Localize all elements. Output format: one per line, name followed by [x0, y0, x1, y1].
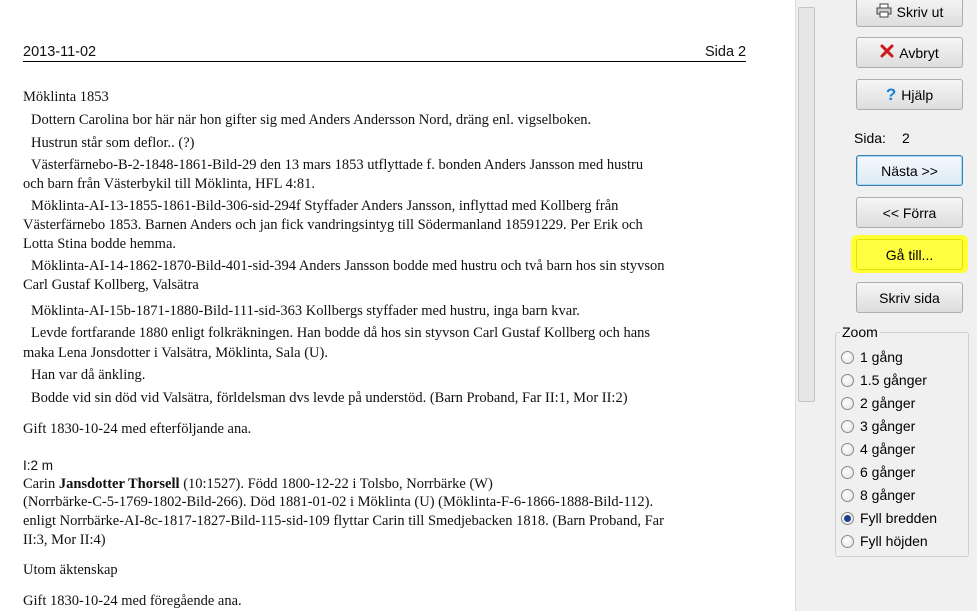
next-button[interactable] [856, 155, 963, 186]
paragraph-line: Carl Gustaf Kollberg, Valsätra [23, 277, 199, 293]
radio-icon[interactable] [841, 374, 854, 387]
zoom-option[interactable] [841, 370, 927, 390]
zoom-option-label: 1.5 gånger [860, 372, 927, 388]
paragraph-line: och barn från Västerbykil till Möklinta, HFL 4:81. [23, 176, 315, 192]
radio-icon[interactable] [841, 443, 854, 456]
goto-label: Gå till... [885, 246, 934, 263]
extramarital-heading: Utom äktenskap [23, 562, 118, 578]
zoom-option[interactable] [841, 462, 915, 482]
paragraph-line: Möklinta-AI-15b-1871-1880-Bild-111-sid-363 Kollbergs styffader med hustru, inga barn kvar. [31, 303, 580, 319]
radio-selected-icon[interactable] [841, 512, 854, 525]
zoom-option[interactable] [841, 531, 928, 551]
zoom-option-label: 1 gång [860, 349, 903, 365]
radio-icon[interactable] [841, 489, 854, 502]
header-page-label: Sida 2 [705, 44, 747, 60]
marriage-line: Gift 1830-10-24 med efterföljande ana. [23, 421, 252, 437]
person-line [23, 475, 493, 493]
zoom-option-label: 4 gånger [860, 441, 916, 457]
person-line: II:3, Mor II:4) [23, 532, 106, 548]
radio-icon[interactable] [841, 466, 854, 479]
zoom-option-label: Fyll höjden [860, 533, 928, 549]
next-label: Nästa >> [881, 162, 938, 179]
paragraph-line: Möklinta-AI-13-1855-1861-Bild-306-sid-294f Styffader Anders Jansson, inflyttad med Kollberg från [31, 198, 619, 214]
paragraph-line: Lotta Stina bodde hemma. [23, 236, 177, 252]
help-label: Hjälp [901, 86, 934, 103]
marriage-line: Gift 1830-10-24 med föregående ana. [23, 593, 242, 609]
paragraph-line: Västerfärnebo-B-2-1848-1861-Bild-29 den 13 mars 1853 utflyttade f. bonden Anders Jansson med hustru [31, 157, 644, 173]
paragraph-line: Dottern Carolina bor här när hon gifter sig med Anders Andersson Nord, dräng enl. vigselboken. [31, 112, 592, 128]
prev-label: << Förra [882, 204, 937, 221]
cancel-button[interactable] [856, 37, 963, 68]
radio-icon[interactable] [841, 351, 854, 364]
paragraph-line: Möklinta-AI-14-1862-1870-Bild-401-sid-394 Anders Jansson bodde med hustru och två barn hos sin styvson [31, 258, 665, 274]
paragraph-line: Västerfärnebo 1853. Barnen Anders och jan fick vandringsintyg till Södermanland 18591229. Per Erik och [23, 217, 643, 233]
zoom-option-label: Fyll bredden [860, 510, 938, 526]
help-button[interactable] [856, 79, 963, 110]
radio-icon[interactable] [841, 535, 854, 548]
person-birth: (10:1527). Född 1800-12-22 i Tolsbo, Norrbärke (W) [179, 476, 493, 492]
person-surname: Jansdotter Thorsell [58, 476, 180, 492]
print-label: Skriv ut [896, 3, 944, 20]
zoom-option[interactable] [841, 347, 903, 367]
paragraph-line: Hustrun står som deflor.. (?) [31, 135, 195, 151]
cancel-label: Avbryt [899, 44, 939, 61]
zoom-option-label: 2 gånger [860, 395, 916, 411]
person-line: enligt Norrbärke-AI-8c-1817-1827-Bild-115-sid-109 flyttar Carin till Smedjebacken 1818. (Barn Proband, Far [23, 513, 664, 529]
zoom-option[interactable] [841, 439, 915, 459]
paragraph-line: Levde fortfarande 1880 enligt folkräkningen. Han bodde då hos sin styvson Carl Gustaf Kollberg och hans [31, 325, 651, 341]
zoom-option-label: 6 gånger [860, 464, 916, 480]
print-page-label: Skriv sida [879, 289, 940, 306]
zoom-option[interactable] [841, 485, 915, 505]
goto-button[interactable] [856, 239, 963, 270]
header-date: 2013-11-02 [23, 44, 97, 60]
reference-code: I:2 m [23, 458, 54, 473]
radio-icon[interactable] [841, 420, 854, 433]
zoom-title: Zoom [842, 324, 878, 340]
zoom-option[interactable] [841, 416, 915, 436]
paragraph-line: Bodde vid sin död vid Valsätra, förldelsman dvs levde på understöd. (Barn Proband, Far II:1, Mor II:2) [31, 390, 628, 406]
person-line: (Norrbärke-C-5-1769-1802-Bild-266). Död 1881-01-02 i Möklinta (U) (Möklinta-F-6-1866-1888-Bild-112). [23, 494, 654, 510]
radio-icon[interactable] [841, 397, 854, 410]
zoom-option-selected[interactable] [841, 508, 937, 528]
print-page-button[interactable] [856, 282, 963, 313]
paragraph-line: maka Lena Jonsdotter i Valsätra, Möklinta, Sala (U). [23, 345, 328, 361]
zoom-option-label: 8 gånger [860, 487, 916, 503]
person-given-name: Carin [23, 476, 56, 492]
scrollbar-thumb[interactable] [798, 7, 815, 402]
zoom-option-label: 3 gånger [860, 418, 916, 434]
header-rule [23, 61, 746, 62]
red-x-icon [880, 44, 894, 61]
paragraph-line: Han var då änkling. [31, 367, 146, 383]
prev-button[interactable] [856, 197, 963, 228]
zoom-option[interactable] [841, 393, 915, 413]
page-label: Sida: [854, 130, 886, 146]
question-mark-icon: ? [885, 84, 897, 104]
printer-icon [876, 3, 892, 21]
print-button[interactable] [856, 0, 963, 27]
page-number: 2 [902, 130, 910, 146]
place-year-line: Möklinta 1853 [23, 89, 109, 105]
